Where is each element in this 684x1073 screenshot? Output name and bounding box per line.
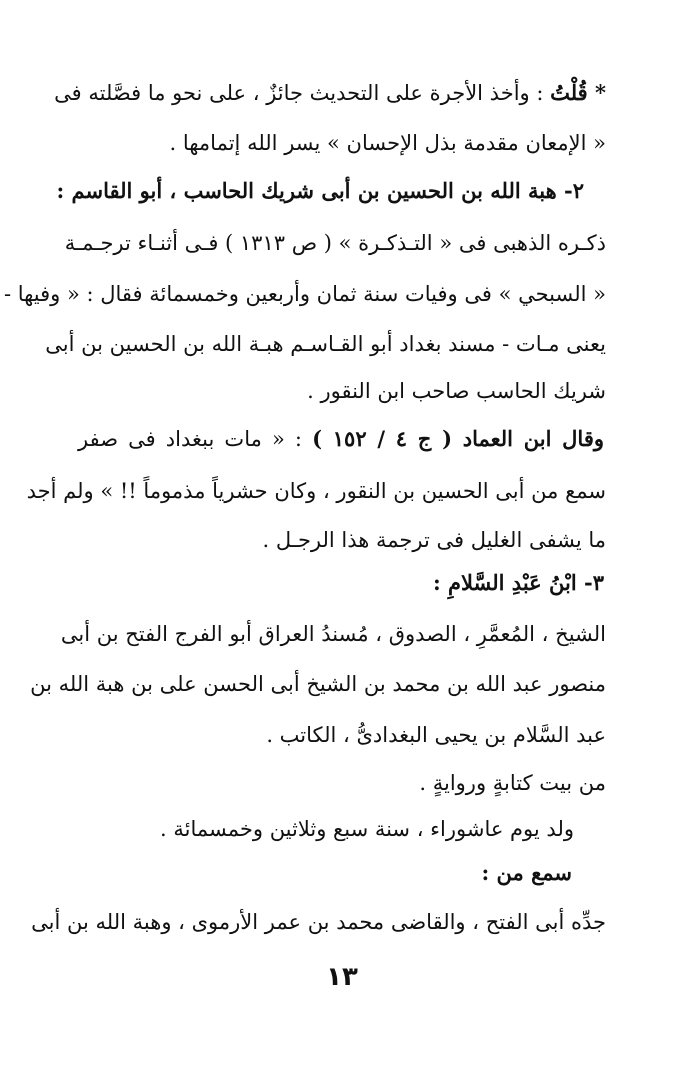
text-line-16 <box>78 814 574 844</box>
text-line-9 <box>26 476 606 506</box>
line-4-text: ذكـره الذهبى فى « التـذكـرة » ( ص ١٣١٣ ) فـى أثنـاء ترجـمـة <box>64 231 606 255</box>
text-line-13 <box>30 669 606 699</box>
line-9-text: سمع من أبى الحسين بن النقور ، وكان حشرياً مذموماً !! » ولم أجد <box>26 479 606 503</box>
line-8-text: : « مات ببغداد فى صفر <box>78 427 313 451</box>
line-6-text: يعنى مـات - مسند بغداد أبو القـاسـم هبـة الله بن الحسين بن أبى <box>45 332 606 356</box>
line-12-text: الشيخ ، المُعمَّرِ ، الصدوق ، مُسندُ العراق أبو الفرج الفتح بن أبى <box>60 622 606 646</box>
heading-2-text: ٢- هبة الله بن الحسين بن أبى شريك الحاسب ، أبو القاسم : <box>56 178 584 203</box>
text-line-14 <box>78 720 606 750</box>
heading-3-text: ٣- ابْنُ عَبْدِ السَّلامِ : <box>432 570 604 595</box>
line-16-text: ولد يوم عاشوراء ، سنة سبع وثلاثين وخمسمائة . <box>160 817 574 841</box>
text-line-15 <box>78 768 606 798</box>
text-line-18 <box>31 907 606 937</box>
section-heading-2 <box>56 176 584 206</box>
line-2-text: « الإمعان مقدمة بذل الإحسان » يسر الله إتمامها . <box>169 131 606 155</box>
line-14-text: عبد السَّلام بن يحيى البغدادىُّ ، الكاتب . <box>266 723 606 747</box>
text-line-1 <box>54 78 606 108</box>
line-15-text: من بيت كتابةٍ وروايةٍ . <box>419 771 606 795</box>
text-line-8 <box>78 424 604 454</box>
text-line-6 <box>45 329 606 359</box>
section-heading-3 <box>78 568 604 598</box>
section-heading-sami-min <box>78 858 572 888</box>
page-number: ١٣ <box>326 962 358 992</box>
line-7-text: شريك الحاسب صاحب ابن النقور . <box>307 379 606 403</box>
line-5-text: « السبحي » فى وفيات سنة ثمان وأربعين وخمسمائة فقال : « وفيها - <box>3 282 606 306</box>
line-13-text: منصور عبد الله بن محمد بن الشيخ أبى الحسن على بن هبة الله بن <box>30 672 606 696</box>
text-line-5 <box>3 279 606 309</box>
text-line-12 <box>60 619 606 649</box>
heading-sami-min-text: سمع من : <box>481 860 572 885</box>
line-18-text: جدِّه أبى الفتح ، والقاضى محمد بن عمر الأرموى ، وهبة الله بن أبى <box>31 910 606 934</box>
text-line-10 <box>78 525 606 555</box>
text-line-4 <box>64 228 606 258</box>
line-10-text: ما يشفى الغليل فى ترجمة هذا الرجـل . <box>262 528 606 552</box>
qultu-label: * قُلْتُ <box>550 80 606 105</box>
text-line-2 <box>78 128 606 158</box>
text-line-7 <box>78 376 606 406</box>
line-1-text: : وأخذ الأجرة على التحديث جائزٌ ، على نحو ما فصَّلته فى <box>54 81 551 105</box>
ibn-al-imad-citation: وقال ابن العماد ( ج ٤ / ١٥٢ ) <box>312 426 604 451</box>
